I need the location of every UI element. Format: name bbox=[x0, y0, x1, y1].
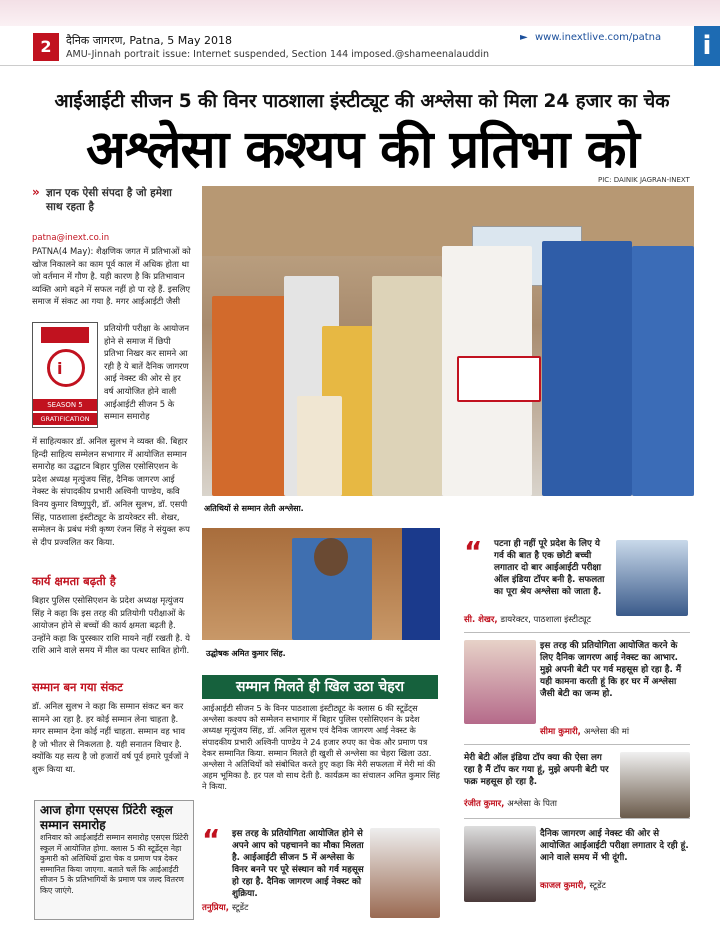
arrow-icon: ► bbox=[520, 32, 528, 43]
quote-3-attribution: रंजीत कुमार, अश्लेसा के पिता bbox=[464, 799, 557, 809]
quote-4-text: दैनिक जागरण आई नेक्स्ट की ओर से आयोजित आईआईटी परीक्षा लगातार दे रही हूं. आने वाले समय में भी दूंगी. bbox=[540, 829, 689, 863]
body-para-4: डॉ. अनिल सुलभ ने कहा कि सम्मान संकट बन कर सामने आ रहा है. हर कोई सम्मान लेना चाहता है. मगर सम्मान देना कोई नहीं चाहता. सम्मान वह भाव है जो भीतर से निकलता है. यही सनातन विचार है. क्योंकि यह सत्य है जो हजारों वर्ष पूर्व हमारे पूर्वजों ने शुरू किया था. bbox=[32, 701, 189, 774]
main-photo bbox=[202, 186, 694, 496]
body-para-2: में साहित्यकार डॉ. अनिल सुलभ ने व्यक्त की. बिहार हिन्दी साहित्य सम्मेलन सभागार में आयोजित सम्मान समारोह का उद्घाटन बिहार पुलिस एसोसिएशन के प्रदेश अध्यक्ष मृत्युंजय सिंह, दैनिक जागरण आई नेक्स्ट के संपादकीय प्रभारी अश्विनी पाण्डेय, कवि विनय कुमार विष्णुपुरी, डॉ. अनिल सुलभ, डॉ. एसपी सिंह, पाठशाला इंस्टीट्यूट के डायरेक्टर सी. शेखर, सम्मेलन के प्रबंध मंत्री कृष्ण रंजन सिंह ने संयुक्त रूप से दीप प्रज्वलित कर किया. bbox=[32, 436, 190, 547]
chevron-icon: » bbox=[32, 185, 40, 199]
logo-label: GRATIFICATION bbox=[33, 413, 97, 425]
quote-3-text: मेरी बेटी ऑल इंडिया टॉप क्या की ऐसा लग रहा है मैं टॉप कर गया हूं, मुझे अपनी बेटी पर फक्र महसूस हो रहा है. bbox=[464, 753, 609, 787]
masthead: दैनिक जागरण, Patna, 5 May 2018 bbox=[66, 34, 233, 47]
quote-1-text: पटना ही नहीं पूरे प्रदेश के लिए ये गर्व की बात है एक छोटी बच्ची लगातार दो बार आईआईटी परीक्षा ऑल इंडिया टॉपर बनी है. सफलता का पूरा श्रेय अश्लेसा को जाता है. bbox=[494, 539, 605, 597]
top-band bbox=[0, 0, 720, 26]
brand-logo: i bbox=[694, 26, 720, 66]
main-photo-caption: अतिथियों से सम्मान लेती अश्लेसा. bbox=[204, 504, 304, 513]
body-para-3: बिहार पुलिस एसोसिएशन के प्रदेश अध्यक्ष मृत्युंजय सिंह ने कहा कि इस तरह की प्रतियोगी परीक्षाओं के आयोजन होने से बच्चों की कार्य क्षमता बढ़ती है. उन्होंने कहा कि पुरस्कार राशि मायने नहीं रखती है. ये राशि आने वाले समय में मील का पत्थर साबित होगी. bbox=[32, 595, 191, 656]
quote-4-photo bbox=[464, 826, 536, 902]
iit-logo: i SEASON 5 GRATIFICATION bbox=[32, 322, 98, 428]
logo-season: SEASON 5 bbox=[33, 399, 97, 411]
quote-mark-icon: “ bbox=[202, 823, 221, 856]
announcer-photo bbox=[202, 528, 440, 640]
body-para-1b: प्रतियोगी परीक्षा के आयोजन होने से समाज में छिपी प्रतिभा निखर कर सामने आ रही है ये बातें दैनिक जागरण आई नेक्स्ट की ओर से हर वर्ष आयोजित होने वाली आईआईटी सीजन 5 के सम्मान समारोह bbox=[104, 323, 190, 422]
website-link[interactable]: www.inextlive.com/patna bbox=[535, 32, 662, 43]
quote-mark-icon: “ bbox=[464, 535, 483, 568]
quote-5-attribution: तनुप्रिया, स्टूडेंट bbox=[202, 903, 249, 913]
box-text: आईआईटी सीजन 5 के विनर पाठशाला इंस्टीट्यूट के क्लास 6 की स्टूडेंट्स अश्लेसा कश्यप को सम्मेलन सभागार में बिहार पुलिस एसोसिएशन के प्रदेश अध्यक्ष मृत्युंजय सिंह, डॉ. अनिल सुलभ एवं दैनिक जागरण आई नेक्स्ट के संपादकीय प्रभारी अश्विनी पाण्डेय ने 24 हजार रुपए का चेक और प्रमाण पत्र देकर सम्मानित किया. सम्मान मिलते ही खुशी से अश्लेसा का चेहरा खिला उठा. अश्लेसा ने अतिथियों को संबोधित करते हुए कहा कि मेरी सफलता में मेरी मां की अहम भूमिका है. हर पल वो साथ देती है. कार्यक्रम का संचालन अमित कुमार सिंह ने किया. bbox=[202, 703, 440, 792]
body-para-1: PATNA(4 May): शैक्षणिक जगत में प्रतिभाओं को खोज निकालने का काम पूर्व काल में अधिक होता था जो वर्तमान में गौण है. यही कारण है कि प्रतिभावान व्यक्ति आगे बढ़ने में सफल नहीं हो पा रहे हैं. इसलिए समाज में संकट आ गया है. मगर आईआईटी जैसी bbox=[32, 246, 191, 307]
quote-2-attribution: सीमा कुमारी, अश्लेसा की मां bbox=[540, 727, 630, 737]
news-ticker: AMU-Jinnah portrait issue: Internet suspended, Section 144 imposed.@shameenalauddin bbox=[66, 49, 489, 60]
pull-quote: ज्ञान एक ऐसी संपदा है जो हमेशा साथ रहता है bbox=[46, 187, 172, 213]
quote-3-photo bbox=[620, 752, 690, 818]
quote-5-text: इस तरह के प्रतियोगिता आयोजित होने से अपने आप को पहचानने का मौका मिलता है. आईआईटी सीजन 5 में अश्लेसा के विनर बनने पर पूरे संस्थान को गर्व महसूस हो रहा है. दैनिक जागरण आई नेक्स्ट को शुक्रिया. bbox=[232, 829, 364, 899]
quote-1-attribution: सी. शेखर, डायरेक्टर, पाठशाला इंस्टीट्यूट bbox=[464, 615, 591, 625]
box-heading: सम्मान मिलते ही खिल उठा चेहरा bbox=[202, 675, 438, 699]
quote-4-attribution: काजल कुमारी, स्टूडेंट bbox=[540, 881, 606, 891]
subhead-2: सम्मान बन गया संकट bbox=[32, 680, 123, 694]
subhead-1: कार्य क्षमता बढ़ती है bbox=[32, 574, 116, 588]
page-number: 2 bbox=[33, 33, 59, 61]
quote-2-text: इस तरह की प्रतियोगिता आयोजित करने के लिए दैनिक जागरण आई नेक्स्ट का आभार. मुझे अपनी बेटी पर गर्व महसूस हो रहा है. मैं यही कामना करती हूं कि हर घर में अश्लेसा जैसी बेटी का जन्म हो. bbox=[540, 641, 682, 699]
quote-1-photo bbox=[616, 540, 688, 616]
kicker: आईआईटी सीजन 5 की विनर पाठशाला इंस्टीट्यूट की अश्लेसा को मिला 24 हजार का चेक bbox=[54, 91, 670, 112]
sidebox-heading: आज होगा एसएस प्रिंटेरी स्कूल सम्मान समारोह bbox=[40, 803, 173, 832]
sidebox-text: शनिवार को आईआईटी सम्मान समारोह एसएस प्रिंटेरी स्कूल में आयोजित होगा. क्लास 5 की स्टूडेंट्स नेहा कुमारी को अतिथियों द्वारा चेक व प्रमाण पत्र देकर सम्मानित किया जाएगा. बताते चलें कि आईआईटी सीजन 5 के प्रतिभागियों के प्रमाण पत्र जल्द वितरण किए जाएंगे. bbox=[40, 833, 189, 895]
quote-2-photo bbox=[464, 640, 536, 724]
quote-5-photo bbox=[370, 828, 440, 918]
announcer-caption: उद्घोषक अमित कुमार सिंह. bbox=[206, 649, 286, 658]
headline: अश्लेसा कश्यप की प्रतिभा को bbox=[86, 119, 639, 180]
email-link[interactable]: patna@inext.co.in bbox=[32, 233, 110, 243]
photo-credit: PIC: DAINIK JAGRAN-INEXT bbox=[598, 176, 690, 184]
